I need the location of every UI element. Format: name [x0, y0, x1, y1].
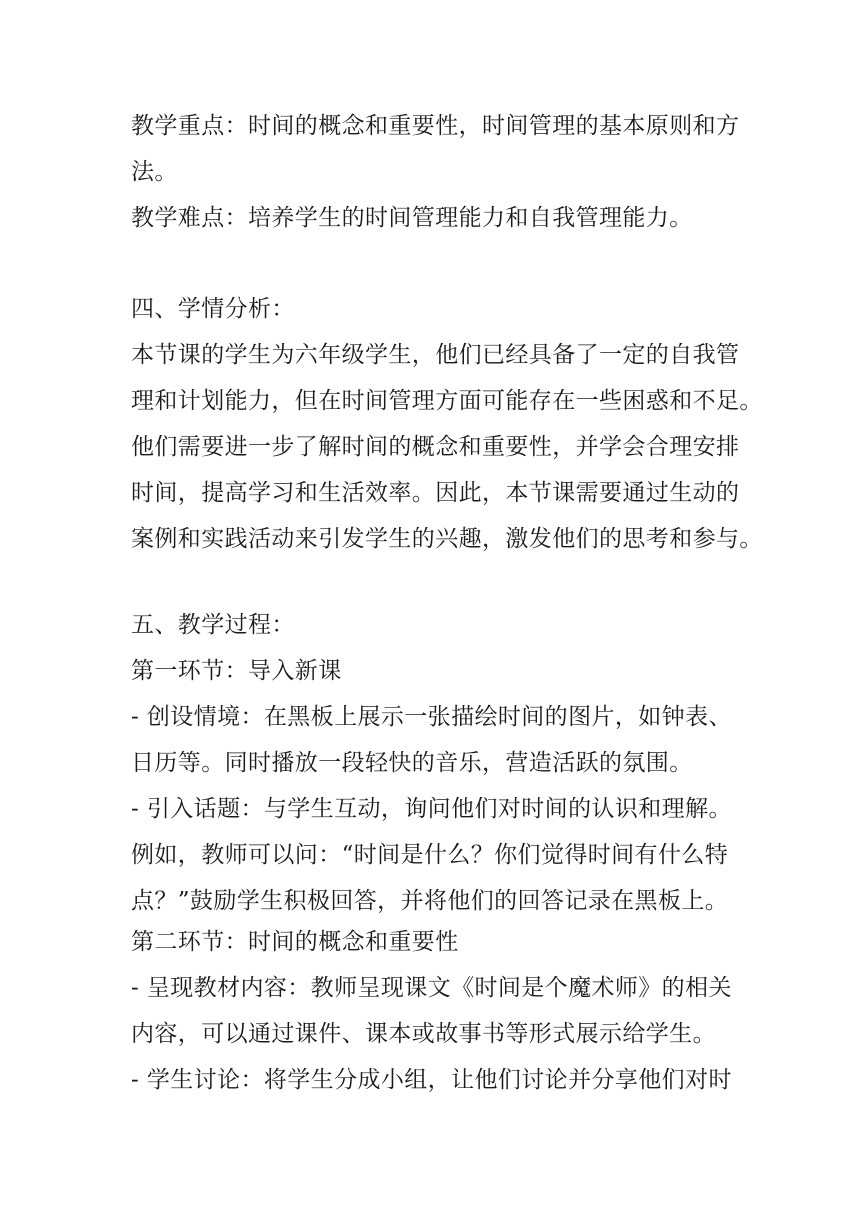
text-line: 理和计划能力，但在时间管理方面可能存在一些困惑和不足。: [131, 388, 763, 414]
text-line: 内容，可以通过课件、课本或故事书等形式展示给学生。: [131, 1021, 716, 1047]
text-line: 日历等。同时播放一段轻快的音乐，营造活跃的氛围。: [131, 750, 693, 776]
subsection-heading: 第一环节：导入新课: [131, 658, 342, 684]
text-line: - 呈现教材内容：教师呈现课文《时间是个魔术师》的相关: [131, 975, 732, 1001]
text-line: 他们需要进一步了解时间的概念和重要性，并学会合理安排: [131, 434, 740, 460]
text-line: 本节课的学生为六年级学生，他们已经具备了一定的自我管: [131, 342, 740, 368]
text-line: 时间，提高学习和生活效率。因此，本节课需要通过生动的: [131, 480, 740, 506]
text-line: 案例和实践活动来引发学生的兴趣，激发他们的思考和参与。: [131, 526, 763, 552]
section-heading: 五、教学过程：: [131, 612, 295, 638]
text-line: 点？”鼓励学生积极回答，并将他们的回答记录在黑板上。: [131, 888, 729, 914]
text-line: 教学重点：时间的概念和重要性，时间管理的基本原则和方: [131, 113, 740, 139]
section-heading: 四、学情分析：: [131, 296, 295, 322]
text-line: 法。: [131, 159, 178, 185]
subsection-heading: 第二环节：时间的概念和重要性: [131, 929, 459, 955]
text-line: 例如，教师可以问：“时间是什么？你们觉得时间有什么特: [131, 842, 729, 868]
text-line: - 学生讨论：将学生分成小组，让他们讨论并分享他们对时: [131, 1067, 732, 1093]
text-line: - 引入话题：与学生互动，询问他们对时间的认识和理解。: [131, 796, 732, 822]
text-line: 教学难点：培养学生的时间管理能力和自我管理能力。: [131, 205, 693, 231]
text-line: - 创设情境：在黑板上展示一张描绘时间的图片，如钟表、: [131, 704, 732, 730]
